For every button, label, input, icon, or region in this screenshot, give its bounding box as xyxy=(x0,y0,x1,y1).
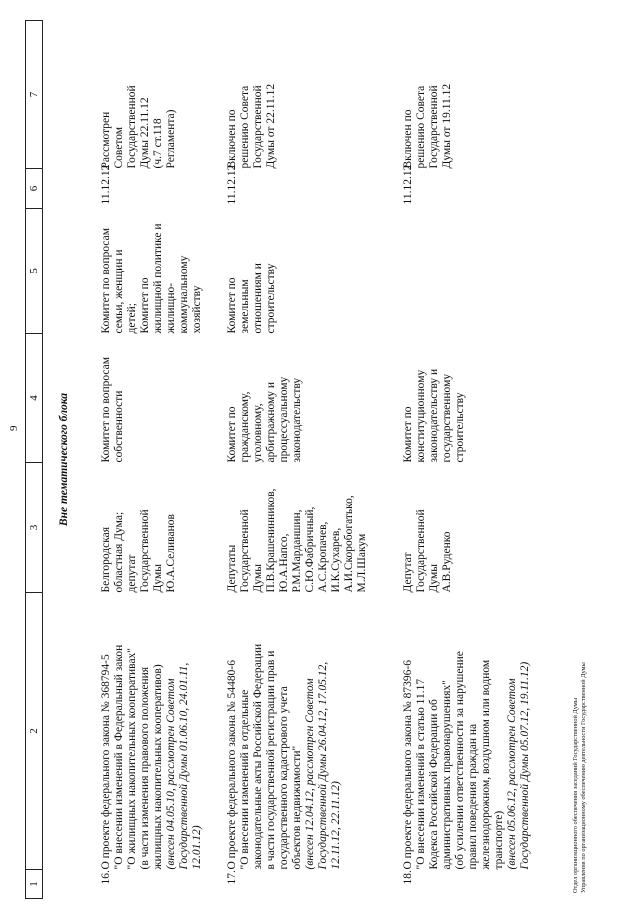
cell-line: Государственной xyxy=(415,509,427,593)
row-number xyxy=(98,870,224,899)
footer-line: Управления по организационному обеспечению деятельности Государственной Думы xyxy=(580,662,587,893)
cell-line: Включен по xyxy=(226,109,238,169)
cell-line: жилищной политике и xyxy=(152,223,164,334)
cell-line: 16. xyxy=(100,870,112,885)
cell-line: А.И.Скоробогатько, xyxy=(343,495,355,593)
cell-meta-line: (внесен 04.05.10, рассмотрен Советом xyxy=(165,678,177,870)
table-row xyxy=(98,21,224,899)
cell-line: решению Совета xyxy=(415,85,427,169)
column-header: 7 xyxy=(26,21,43,169)
cell-line: Государственной xyxy=(239,509,251,593)
author xyxy=(224,463,400,593)
column-header: 1 xyxy=(26,870,43,899)
cell-line: законодательные акты Российской Федерации xyxy=(252,643,264,870)
cell-line: Ю.А.Напсо, xyxy=(278,533,290,593)
author xyxy=(98,463,224,593)
cell-line: Комитет по xyxy=(402,406,414,463)
note xyxy=(98,21,224,169)
author xyxy=(400,463,532,593)
cell-line: Депутат xyxy=(402,552,414,593)
cell-line: Комитет по вопросам xyxy=(100,227,112,334)
cell-meta-line: Государственной Думы 01.06.10, 24.01.11, xyxy=(178,662,190,870)
agenda-table xyxy=(25,20,532,899)
cell-line: Комитет по вопросам xyxy=(100,356,112,463)
column-header: 4 xyxy=(26,334,43,463)
cell-line: Думы 22.11.12 xyxy=(139,97,151,169)
cell-line: гражданскому, xyxy=(239,391,251,463)
table-body xyxy=(43,21,533,899)
cell-line: "О внесении изменений в статью 11.17 xyxy=(415,678,427,870)
cell-line: Государственной xyxy=(428,85,440,169)
cell-line: П.В.Крашенинников, xyxy=(265,488,277,593)
footer xyxy=(572,662,588,893)
project-title xyxy=(224,593,400,870)
date xyxy=(224,164,400,209)
table-row xyxy=(400,21,532,899)
cell-line: Депутаты xyxy=(226,544,238,593)
column-header: 3 xyxy=(26,463,43,593)
cell-line: Государственной xyxy=(139,509,151,593)
cell-line: собственности xyxy=(113,390,125,463)
cell-line: 17. xyxy=(226,870,238,885)
cell-line: Рассмотрен xyxy=(100,111,112,169)
cell-line: М.Л.Шакум xyxy=(356,533,368,593)
cell-line: решению Совета xyxy=(239,85,251,169)
cell-line: коммунальному xyxy=(178,255,190,334)
cell-line: Думы от 19.11.12 xyxy=(441,83,453,169)
cell-line: строительству xyxy=(454,392,466,463)
date xyxy=(98,164,224,209)
cell-line: (в части изменения правового положения xyxy=(139,666,151,870)
cell-line: Думы от 22.11.12 xyxy=(265,83,277,169)
row-number xyxy=(224,870,400,899)
cell-line: уголовному, xyxy=(252,403,264,463)
cell-line: жилищно- xyxy=(165,282,177,334)
cell-line: семьи, женщин и xyxy=(113,249,125,334)
table-row xyxy=(224,21,400,899)
cell-line: Государственной xyxy=(252,85,264,169)
cell-line: "О жилищных накопительных кооперативах" xyxy=(126,648,138,870)
cell-line: Комитет по xyxy=(139,277,151,334)
cell-line: Комитет по xyxy=(226,277,238,334)
cell-line: Государственной xyxy=(126,85,138,169)
cell-meta-line: 12.11.12, 22.11.12) xyxy=(330,781,342,870)
cell-line: областная Дума; xyxy=(113,511,125,593)
cell-line: законодательству xyxy=(291,377,303,463)
cell-line: А.В.Руденко xyxy=(441,531,453,593)
responsible-committee xyxy=(224,334,400,463)
cell-line: (об усилении ответственности за нарушение xyxy=(454,651,466,870)
note xyxy=(224,21,400,169)
cell-line: О проекте федерального закона № 368794-5 xyxy=(100,654,112,870)
cell-line: Советом xyxy=(113,126,125,169)
cell-line: Включен по xyxy=(402,109,414,169)
date xyxy=(400,164,532,209)
cell-line: хозяйству xyxy=(191,285,203,334)
cell-line: земельным xyxy=(239,279,251,334)
cell-line: правил поведения граждан на xyxy=(467,723,479,870)
cell-meta-line: 12.01.12) xyxy=(191,825,203,870)
cell-line: Белгородская xyxy=(100,526,112,593)
co-committee xyxy=(98,209,224,334)
cell-line: Р.М.Марданшин, xyxy=(291,509,303,593)
cell-line: Кодекса Российской Федерации об xyxy=(428,699,440,870)
cell-line: Думы xyxy=(152,564,164,593)
cell-line: административных правонарушениях" xyxy=(441,680,453,870)
header-row xyxy=(26,21,43,899)
cell-line: государственного кадастрового учета xyxy=(278,686,290,870)
column-header: 6 xyxy=(26,169,43,209)
cell-line: строительству xyxy=(265,263,277,334)
cell-line: Регламента) xyxy=(165,109,177,169)
cell-line: депутат xyxy=(126,554,138,593)
cell-line: в части государственной регистрации прав и xyxy=(265,650,277,870)
cell-line: объектов недвижимости" xyxy=(291,745,303,870)
cell-line: 11.12.12 xyxy=(226,164,238,205)
project-title xyxy=(98,593,224,870)
cell-line: Комитет по xyxy=(226,406,238,463)
project-title xyxy=(400,593,532,870)
cell-line: О проекте федерального закона № 87396-6 xyxy=(402,660,414,870)
cell-meta-line: (внесен 05.06.12, рассмотрен Советом xyxy=(506,678,518,870)
cell-line: 11.12.12 xyxy=(100,164,112,205)
cell-line: Думы xyxy=(428,564,440,593)
responsible-committee xyxy=(98,334,224,463)
co-committee xyxy=(400,209,532,334)
cell-line: жилищных накопительных кооперативов) xyxy=(152,664,164,870)
responsible-committee xyxy=(400,334,532,463)
column-header: 5 xyxy=(26,209,43,334)
cell-line: транспорте) xyxy=(493,810,505,870)
cell-line: Ю.А.Селиванов xyxy=(165,514,177,593)
co-committee xyxy=(224,209,400,334)
cell-line: 11.12.12 xyxy=(402,164,414,205)
cell-line: "О внесении изменений в отдельные xyxy=(239,689,251,870)
cell-meta-line: (внесен 12.04.12, рассмотрен Советом xyxy=(304,678,316,870)
cell-line: 18. xyxy=(402,870,414,885)
cell-line: С.Ю.Фабричный, xyxy=(304,506,316,593)
footer-line: Отдел организационного обеспечения заседаний Государственной Думы xyxy=(572,698,579,893)
cell-line: отношениям и xyxy=(252,263,264,334)
page-number: 9 xyxy=(8,425,20,431)
cell-line: арбитражному и xyxy=(265,381,277,463)
note xyxy=(400,21,532,169)
column-header: 2 xyxy=(26,593,43,870)
cell-meta-line: Государственной Думы 05.07.12, 19.11.12) xyxy=(519,661,531,870)
cell-line: процессуальному xyxy=(278,376,290,463)
cell-line: Думы xyxy=(252,564,264,593)
cell-line: детей; xyxy=(126,303,138,334)
cell-meta-line: Государственной Думы 26.04.12, 17.05.12, xyxy=(317,661,329,870)
cell-line: конституционному xyxy=(415,369,427,463)
cell-line: государственному xyxy=(441,373,453,463)
cell-line: законодательству и xyxy=(428,368,440,463)
section-title: Вне тематического блока xyxy=(58,392,70,527)
cell-line: (ч.7 ст.118 xyxy=(152,118,164,169)
cell-line: О проекте федерального закона № 54480-6 xyxy=(226,660,238,870)
cell-line: железнодорожном, воздушном или водном xyxy=(480,659,492,870)
cell-line: И.К.Сухарев, xyxy=(330,527,342,593)
cell-line: А.С.Кропачев, xyxy=(317,521,329,593)
cell-line: "О внесении изменений в Федеральный закон xyxy=(113,644,125,870)
row-number xyxy=(400,870,532,899)
